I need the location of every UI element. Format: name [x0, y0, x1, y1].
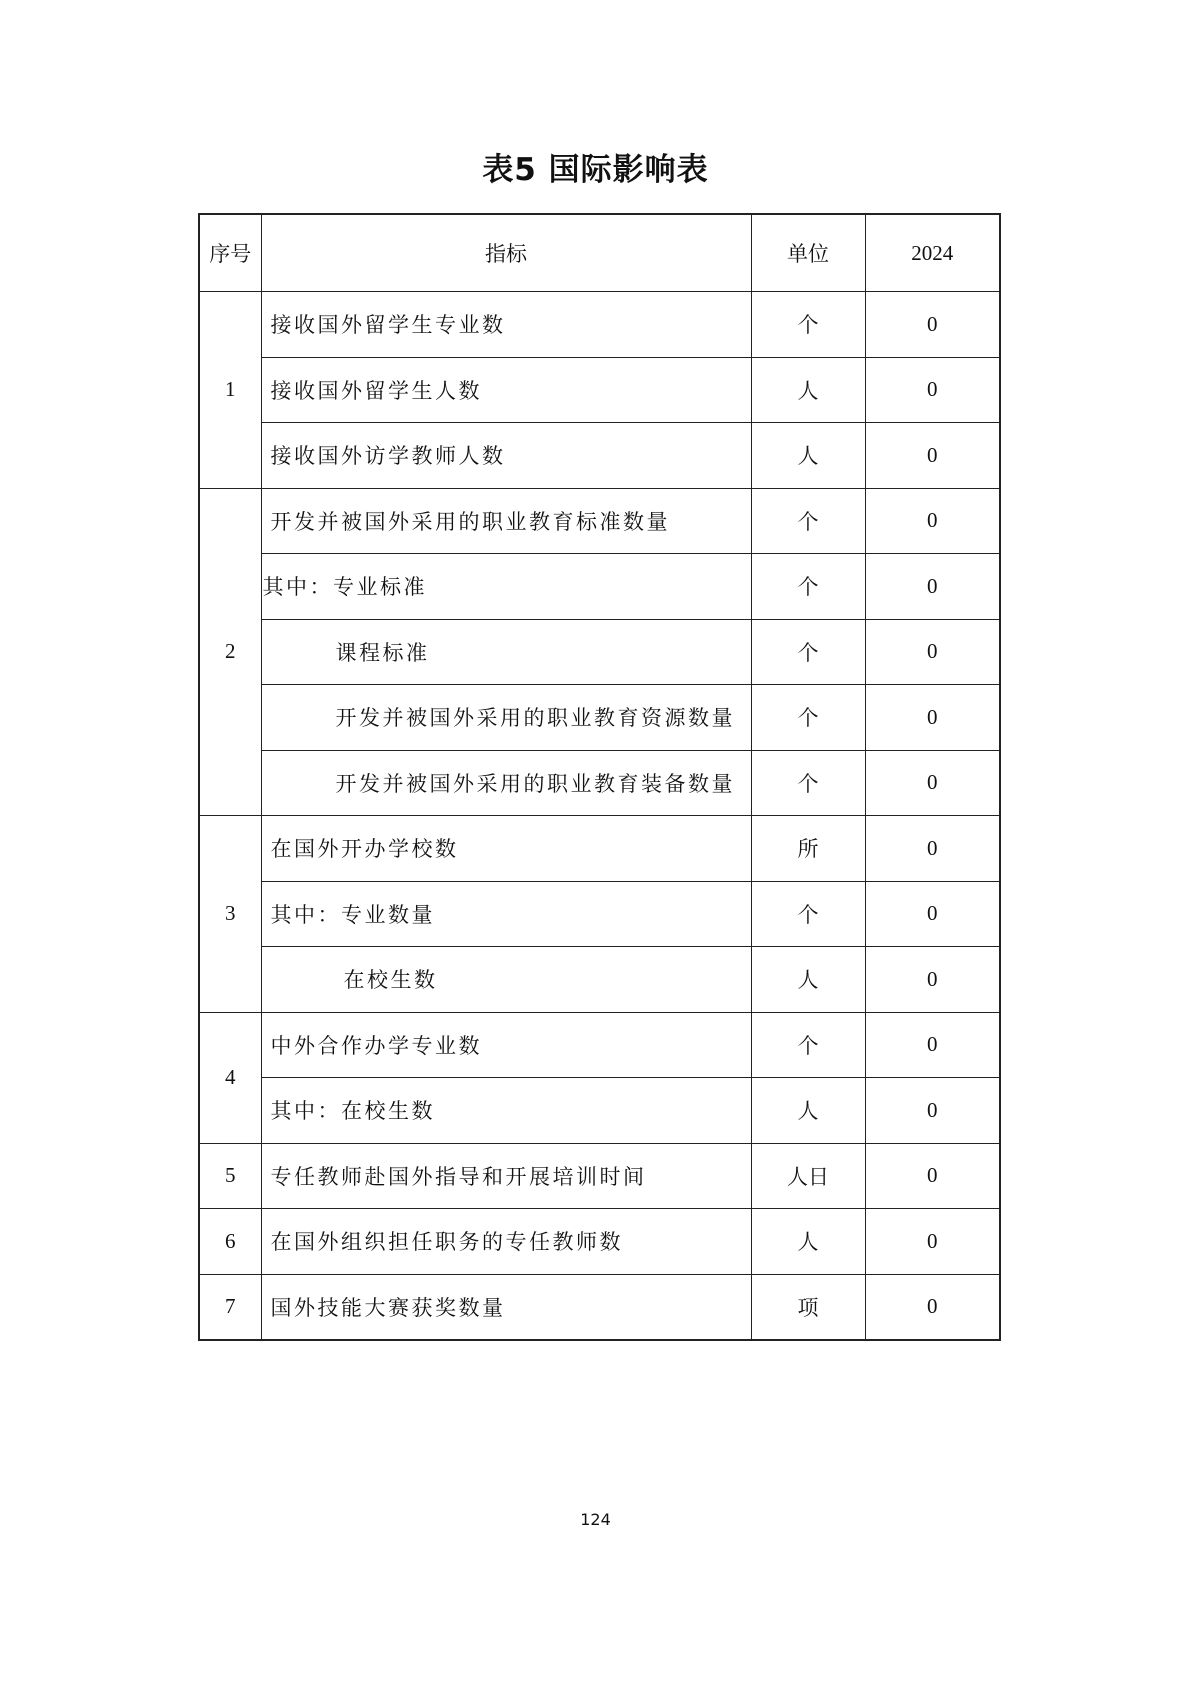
- table-row: [199, 554, 1000, 620]
- value-cell: 0: [865, 1143, 1000, 1209]
- table-row: [199, 292, 1000, 358]
- unit-cell: 个: [751, 619, 865, 685]
- indicator-cell: 专任教师赴国外指导和开展培训时间: [261, 1143, 751, 1209]
- value-cell: 0: [865, 619, 1000, 685]
- unit-cell: 个: [751, 292, 865, 358]
- value-cell: 0: [865, 881, 1000, 947]
- page-title: 表5 国际影响表: [482, 152, 709, 188]
- unit-cell: 人: [751, 947, 865, 1013]
- row-number: 3: [199, 816, 261, 1013]
- value-cell: 0: [865, 1012, 1000, 1078]
- indicator-cell: 课程标准: [261, 619, 751, 685]
- value-cell: 0: [865, 1209, 1000, 1275]
- row-number: 4: [199, 1012, 261, 1143]
- header-indicator: 指标: [261, 214, 751, 292]
- indicator-cell: 接收国外留学生专业数: [261, 292, 751, 358]
- indicator-cell: 在校生数: [261, 947, 751, 1013]
- row-number: 6: [199, 1209, 261, 1275]
- value-cell: 0: [865, 554, 1000, 620]
- unit-cell: 个: [751, 750, 865, 816]
- unit-cell: 人: [751, 357, 865, 423]
- international-influence-table: [198, 213, 1001, 1341]
- table-row: [199, 685, 1000, 751]
- unit-cell: 项: [751, 1274, 865, 1340]
- indicator-cell: 其中：在校生数: [261, 1078, 751, 1144]
- value-cell: 0: [865, 1274, 1000, 1340]
- unit-cell: 个: [751, 488, 865, 554]
- table-row: [199, 947, 1000, 1013]
- header-unit: 单位: [751, 214, 865, 292]
- unit-cell: 人日: [751, 1143, 865, 1209]
- table-row: [199, 488, 1000, 554]
- table-row: [199, 1209, 1000, 1275]
- value-cell: 0: [865, 1078, 1000, 1144]
- indicator-cell: 在国外组织担任职务的专任教师数: [261, 1209, 751, 1275]
- table-row: [199, 1274, 1000, 1340]
- table-row: [199, 1012, 1000, 1078]
- indicator-cell: 开发并被国外采用的职业教育资源数量: [261, 685, 751, 751]
- table-row: [199, 357, 1000, 423]
- table-header-row: [199, 214, 1000, 292]
- table-row: [199, 1143, 1000, 1209]
- value-cell: 0: [865, 292, 1000, 358]
- value-cell: 0: [865, 750, 1000, 816]
- header-year: 2024: [865, 214, 1000, 292]
- indicator-cell: 国外技能大赛获奖数量: [261, 1274, 751, 1340]
- indicator-cell: 接收国外访学教师人数: [261, 423, 751, 489]
- table-row: [199, 750, 1000, 816]
- value-cell: 0: [865, 488, 1000, 554]
- row-number: 7: [199, 1274, 261, 1340]
- unit-cell: 个: [751, 554, 865, 620]
- table-row: [199, 1078, 1000, 1144]
- table-row: [199, 816, 1000, 882]
- value-cell: 0: [865, 357, 1000, 423]
- page-number: 124: [580, 1510, 611, 1529]
- table-row: [199, 881, 1000, 947]
- table-row: [199, 619, 1000, 685]
- indicator-cell: 其中：专业标准: [261, 554, 751, 620]
- indicator-cell: 开发并被国外采用的职业教育标准数量: [261, 488, 751, 554]
- indicator-cell: 中外合作办学专业数: [261, 1012, 751, 1078]
- unit-cell: 个: [751, 1012, 865, 1078]
- unit-cell: 人: [751, 1078, 865, 1144]
- unit-cell: 人: [751, 1209, 865, 1275]
- indicator-cell: 开发并被国外采用的职业教育装备数量: [261, 750, 751, 816]
- value-cell: 0: [865, 947, 1000, 1013]
- indicator-cell: 在国外开办学校数: [261, 816, 751, 882]
- unit-cell: 个: [751, 685, 865, 751]
- row-number: 2: [199, 488, 261, 816]
- unit-cell: 个: [751, 881, 865, 947]
- unit-cell: 所: [751, 816, 865, 882]
- value-cell: 0: [865, 423, 1000, 489]
- unit-cell: 人: [751, 423, 865, 489]
- table-row: [199, 423, 1000, 489]
- value-cell: 0: [865, 685, 1000, 751]
- value-cell: 0: [865, 816, 1000, 882]
- indicator-cell: 接收国外留学生人数: [261, 357, 751, 423]
- row-number: 5: [199, 1143, 261, 1209]
- header-no: 序号: [199, 214, 261, 292]
- indicator-cell: 其中：专业数量: [261, 881, 751, 947]
- row-number: 1: [199, 292, 261, 489]
